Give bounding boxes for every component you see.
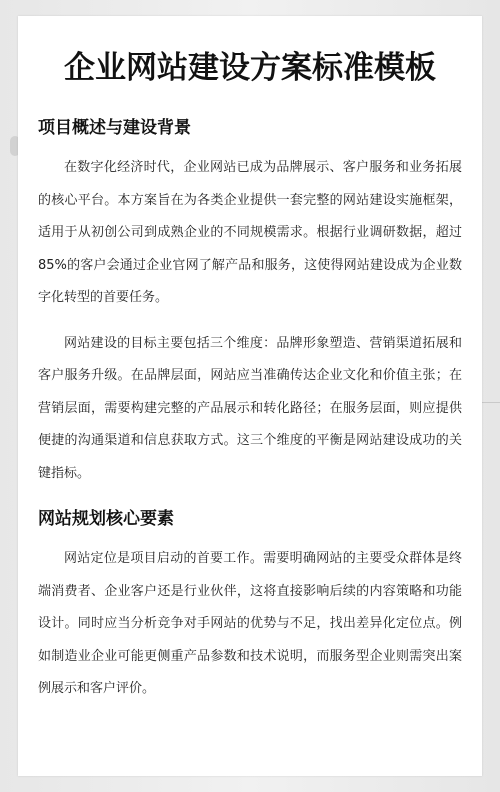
section-planning-elements	[38, 507, 462, 719]
page-edge-line	[482, 402, 500, 403]
paragraph: 网站建设的目标主要包括三个维度：品牌形象塑造、营销渠道拓展和客户服务升级。在品牌层面，网站应当准确传达企业文化和价值主张；在营销层面，需要构建完整的产品展示和转化路径；在服务层面，则应提供便捷的沟通渠道和信息获取方式。这三个维度的平衡是网站建设成功的关键指标。	[38, 335, 462, 481]
section-heading: 项目概述与建设背景	[38, 118, 191, 138]
section-project-overview	[38, 116, 462, 503]
paragraph: 网站定位是项目启动的首要工作。需要明确网站的主要受众群体是终端消费者、企业客户还是行业伙伴，这将直接影响后续的内容策略和功能设计。同时应当分析竞争对手网站的优势与不足，找出差异化定位点。例如制造业企业可能更侧重产品参数和技术说明，而服务型企业则需突出案例展示和客户评价。	[38, 551, 462, 696]
paragraph: 在数字化经济时代，企业网站已成为品牌展示、客户服务和业务拓展的核心平台。本方案旨在为各类企业提供一套完整的网站建设实施框架，适用于从初创公司到成熟企业的不同规模需求。根据行业调研数据，超过 85%的客户会通过企业官网了解产品和服务，这使得网站建设成为企业数字化转型的首要任务。	[38, 160, 462, 305]
section-heading: 网站规划核心要素	[38, 509, 174, 529]
document-page	[18, 16, 482, 776]
document-title: 企业网站建设方案标准模板	[64, 50, 436, 86]
